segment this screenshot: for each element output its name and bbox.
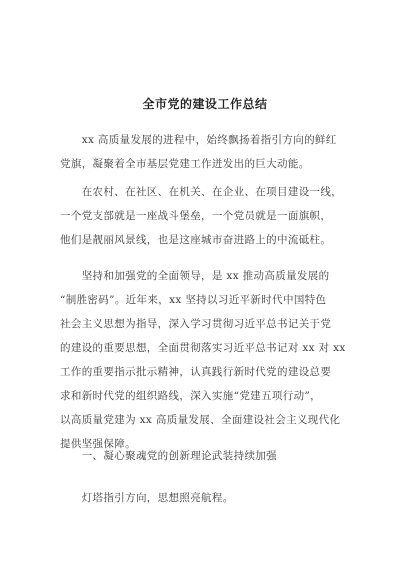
paragraph-line: 提供坚强保障。: [60, 438, 136, 450]
paragraph-2: [60, 180, 360, 252]
paragraph-line: 的建设的重要思想，全面贯彻落实习近平总书记对 xx 对 xx: [60, 342, 346, 354]
paragraph-line: 灯塔指引方向，思想照亮航程。: [60, 492, 234, 504]
document-title: 全市党的建设工作总结: [142, 97, 268, 111]
paragraph-line: 他们是靓丽风景线，也是这座城市奋进路上的中流砥柱。: [60, 234, 332, 246]
closing-paragraph: [60, 486, 360, 510]
paragraph-1: [60, 128, 360, 176]
paragraph-3: [60, 264, 360, 456]
paragraph-line: 坚持和加强党的全面领导，是 xx 推动高质量发展的: [60, 270, 330, 282]
paragraph-line: 工作的重要指示批示精神，认真践行新时代党的建设总要: [60, 366, 332, 378]
paragraph-line: 求和新时代党的组织路线，深入实施“党建五项行动”，: [60, 390, 321, 402]
paragraph-line: 一个党支部就是一座战斗堡垒，一个党员就是一面旗帜，: [60, 210, 332, 222]
section-heading: [60, 444, 360, 468]
paragraph-line: 党旗，凝聚着全市基层党建工作迸发出的巨大动能。: [60, 158, 310, 170]
paragraph-line: xx 高质量发展的进程中，始终飘扬着指引方向的鲜红: [60, 134, 337, 146]
paragraph-line: “制胜密码”。近年来，xx 坚持以习近平新时代中国特色: [60, 294, 327, 306]
paragraph-line: 社会主义思想为指导，深入学习贯彻习近平总书记关于党: [60, 318, 332, 330]
section-heading-text: 一、凝心聚魂党的创新理论武装持续加强: [60, 450, 277, 462]
paragraph-line: 以高质量党建为 xx 高质量发展、全面建设社会主义现代化: [60, 414, 341, 426]
paragraph-line: 在农村、在社区、在机关、在企业、在项目建设一线，: [60, 186, 343, 198]
